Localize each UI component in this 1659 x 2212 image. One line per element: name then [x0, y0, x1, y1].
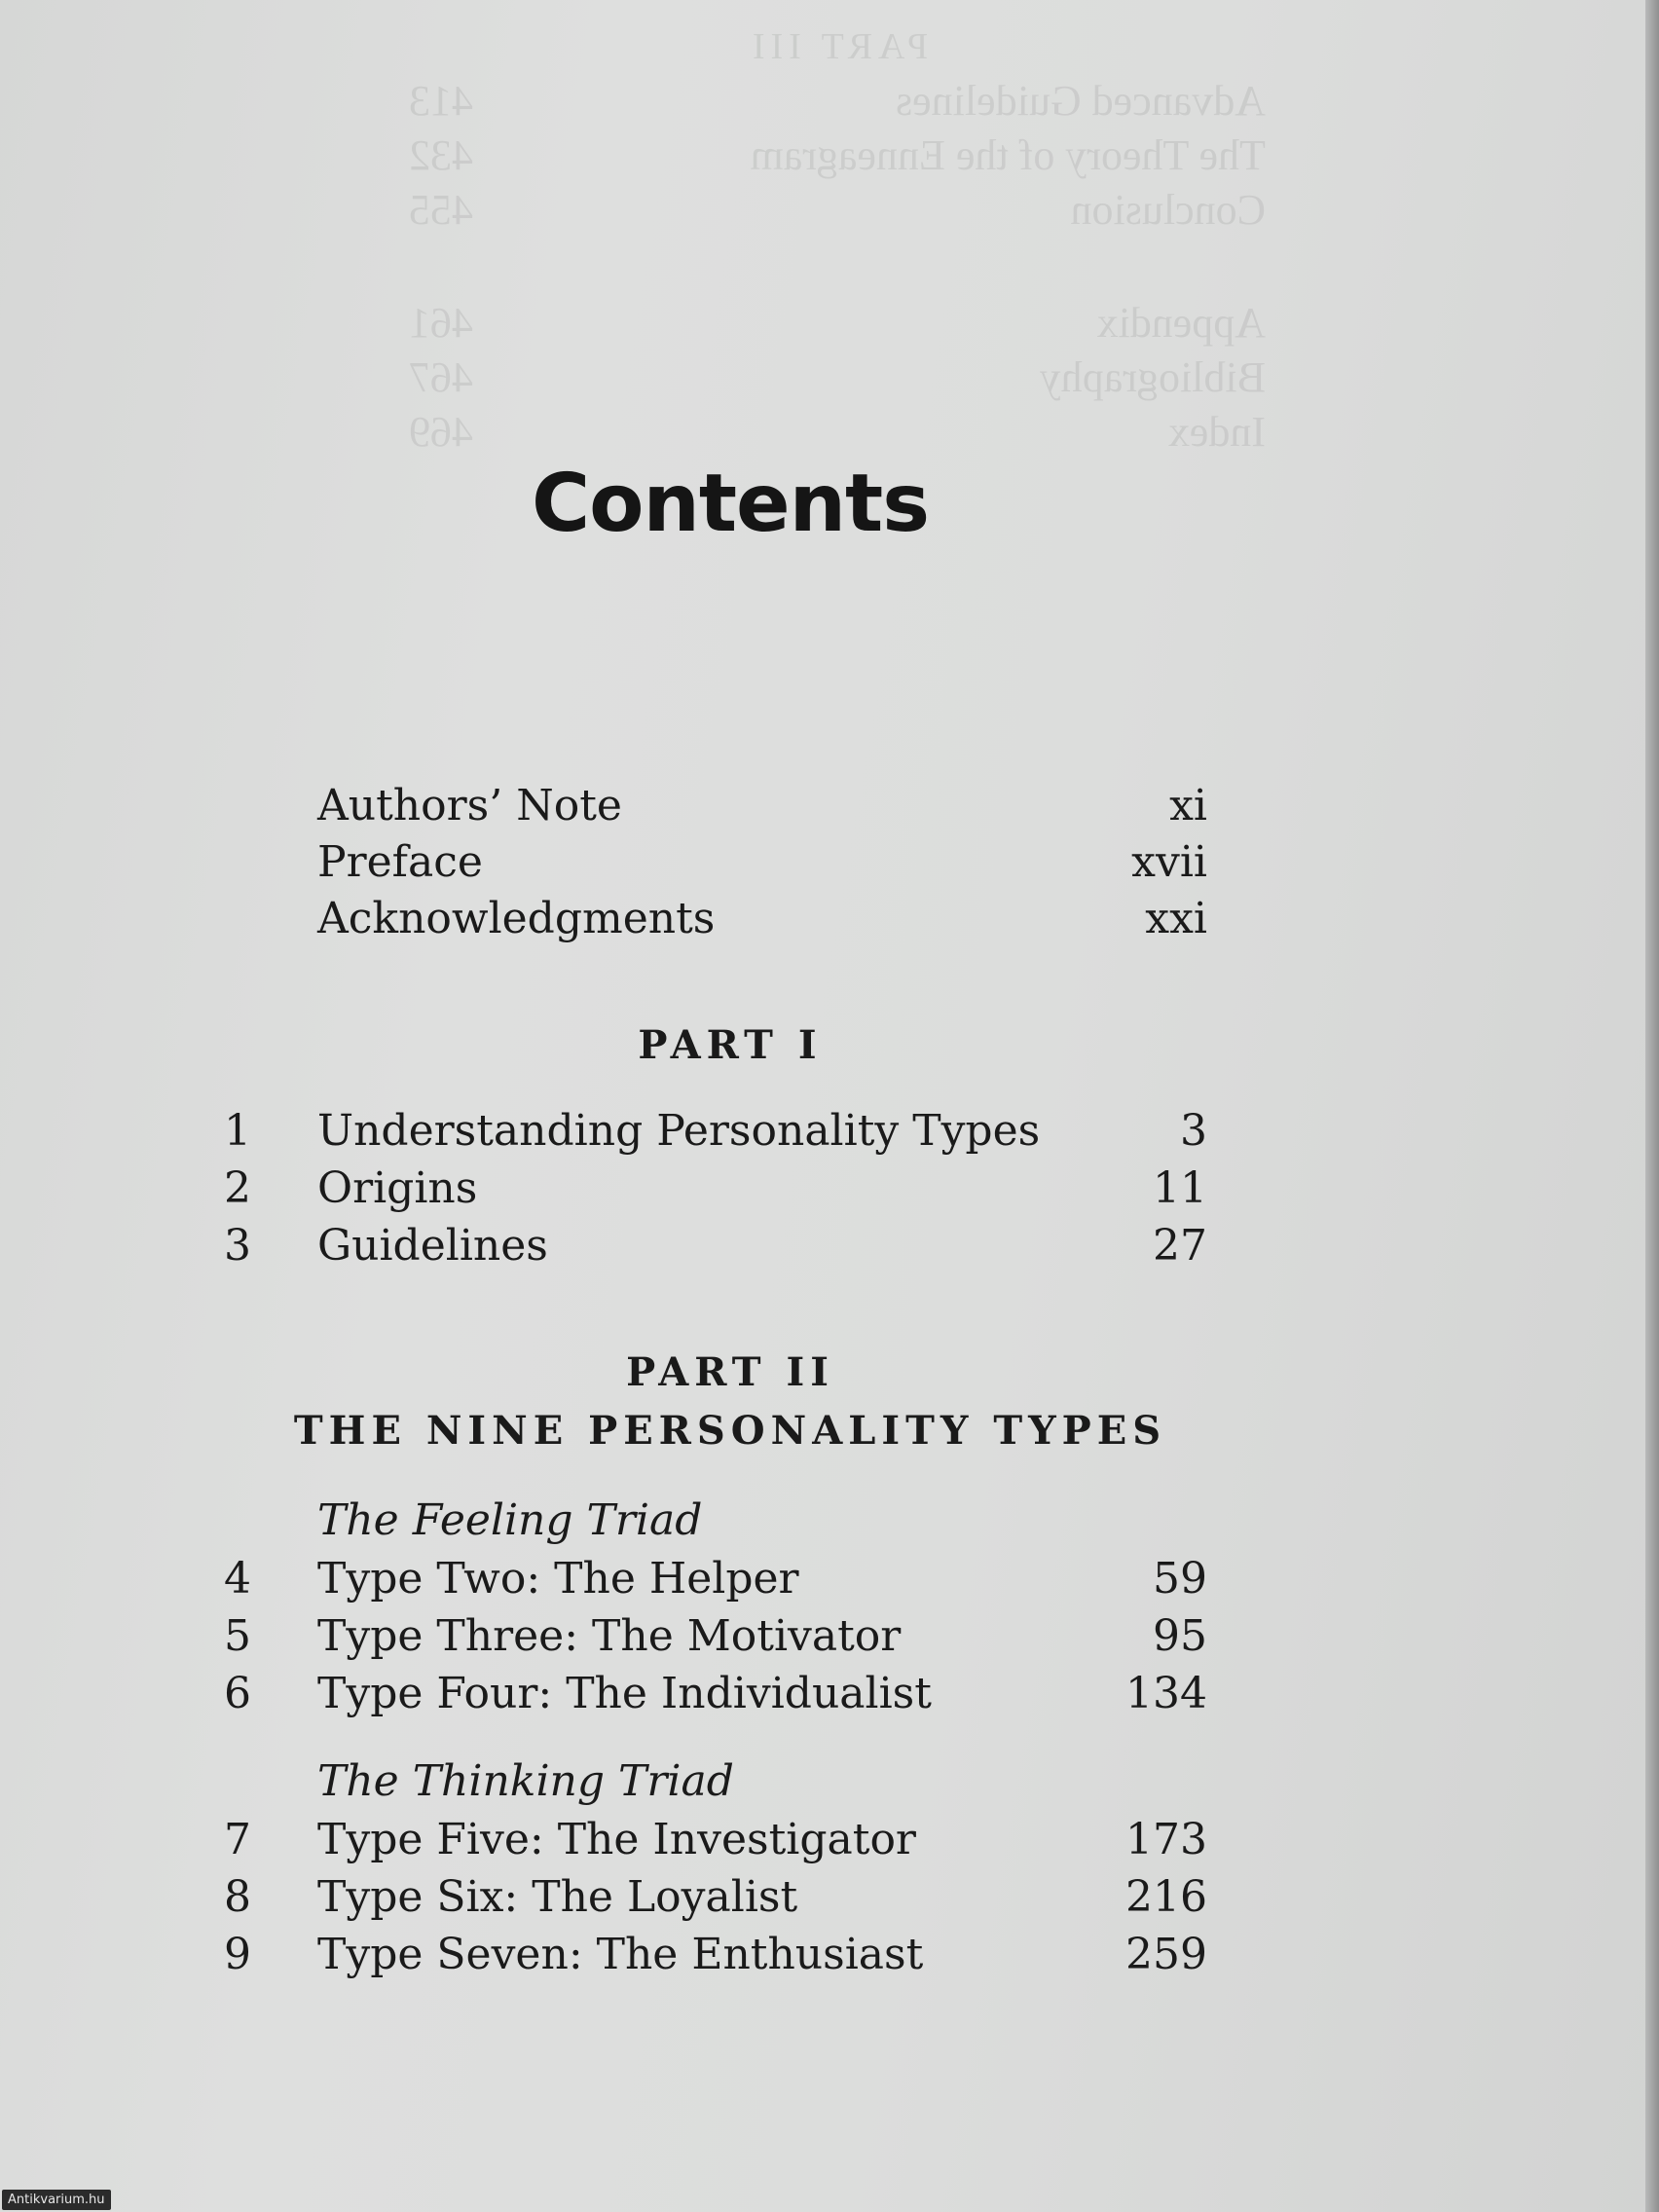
chapter-title: Type Three: The Motivator: [317, 1611, 902, 1661]
chapter-page: 27: [1153, 1221, 1207, 1271]
toc-chapter-3[interactable]: [224, 1218, 1207, 1274]
toc-entry-label: Acknowledgments: [317, 894, 716, 943]
chapter-title: Origins: [317, 1163, 478, 1213]
toc-entry-page: xvii: [1131, 837, 1207, 887]
chapter-page: 259: [1125, 1930, 1207, 1979]
show-through-text: PART III Advanced Guidelines 413 The Theory of the Enneagram 432 Conclusion 455 Appendix 461 Bibliography 467 Index 469: [409, 26, 1266, 456]
toc-chapter-5[interactable]: [224, 1608, 1207, 1665]
part-1-heading: PART I: [638, 1022, 823, 1068]
watermark: Antikvarium.hu: [2, 2190, 111, 2210]
thinking-triad-heading: The Thinking Triad: [317, 1756, 734, 1806]
chapter-number: 3: [224, 1221, 251, 1271]
chapter-number: 1: [224, 1106, 251, 1156]
chapter-page: 59: [1153, 1554, 1207, 1604]
toc-entry-acknowledgments[interactable]: [224, 891, 1207, 947]
chapter-number: 5: [224, 1611, 251, 1661]
chapter-page: 216: [1125, 1872, 1207, 1922]
page-title: Contents: [531, 458, 930, 550]
chapter-number: 6: [224, 1669, 251, 1718]
chapter-title: Type Seven: The Enthusiast: [317, 1930, 924, 1979]
toc-chapter-6[interactable]: [224, 1666, 1207, 1722]
chapter-title: Type Two: The Helper: [317, 1554, 799, 1604]
toc-chapter-7[interactable]: [224, 1812, 1207, 1868]
toc-chapter-4[interactable]: [224, 1551, 1207, 1607]
part-2-heading: PART II: [626, 1349, 834, 1395]
chapter-title: Guidelines: [317, 1221, 548, 1271]
toc-chapter-8[interactable]: [224, 1869, 1207, 1926]
toc-chapter-2[interactable]: [224, 1161, 1207, 1217]
feeling-triad-heading: The Feeling Triad: [317, 1495, 703, 1545]
toc-entry-page: xi: [1169, 781, 1207, 830]
toc-entry-label: Preface: [317, 837, 483, 887]
part-2-subheading: THE NINE PERSONALITY TYPES: [293, 1408, 1167, 1454]
chapter-page: 134: [1125, 1669, 1207, 1718]
chapter-number: 4: [224, 1554, 251, 1604]
toc-entry-label: Authors’ Note: [317, 781, 622, 830]
toc-entry-page: xxi: [1145, 894, 1207, 943]
chapter-title: Type Six: The Loyalist: [317, 1872, 798, 1922]
chapter-number: 9: [224, 1930, 251, 1979]
chapter-number: 8: [224, 1872, 251, 1922]
chapter-title: Understanding Personality Types: [317, 1106, 1041, 1156]
chapter-page: 3: [1180, 1106, 1207, 1156]
toc-entry-authors-note[interactable]: [224, 778, 1207, 834]
chapter-title: Type Four: The Individualist: [317, 1669, 932, 1718]
chapter-page: 95: [1153, 1611, 1207, 1661]
chapter-number: 7: [224, 1815, 251, 1864]
chapter-title: Type Five: The Investigator: [317, 1815, 916, 1864]
toc-chapter-1[interactable]: [224, 1103, 1207, 1160]
toc-entry-preface[interactable]: [224, 834, 1207, 891]
chapter-page: 173: [1125, 1815, 1207, 1864]
page-edge-shadow: [1645, 0, 1659, 2212]
chapter-number: 2: [224, 1163, 251, 1213]
toc-chapter-9[interactable]: [224, 1927, 1207, 1983]
chapter-page: 11: [1153, 1163, 1207, 1213]
